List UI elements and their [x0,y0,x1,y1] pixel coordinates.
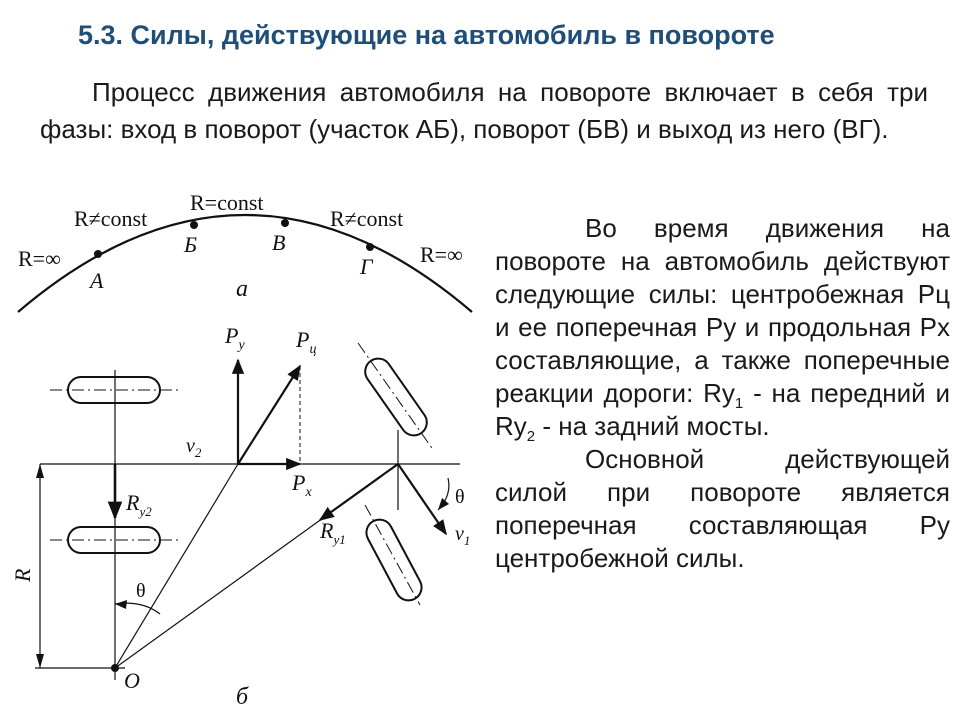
label-radius: R [10,568,35,582]
label-point-a: А [90,268,104,293]
forces-text-3: - на задний мосты. [535,411,770,441]
label-point-b: Б [184,232,197,257]
point-v-dot [281,219,289,227]
label-center-o: O [124,668,140,693]
label-theta-rear: θ [136,580,146,602]
point-g-dot [366,243,374,251]
label-point-v: В [272,230,286,255]
label-r-not-const-left: R≠const [74,206,148,231]
turn-center-point [111,664,119,672]
label-ry2: $R_{y2}$ [126,490,152,519]
forces-text: Во время движения на повороте на автомобиль действуют следующие силы: центробежная Рц и ее поперечная Ру и продольная Рх составляющие, а также поперечные реакции дороги: Ry [495,213,950,408]
point-a-dot [94,250,102,258]
label-v2: $v_2$ [186,435,202,460]
point-b-dot [190,221,198,229]
radius-arrow-bottom [36,654,44,668]
intro-text: Процесс движения автомобиля на повороте включает в себя три фазы: вход в поворот (участок АБ), поворот (БВ) и выход из него (ВГ). [40,77,928,144]
slide-title: 5.3. Силы, действующие на автомобиль в повороте [78,20,775,50]
ry1-subscript: 1 [734,395,744,413]
label-theta-front: θ [455,486,465,508]
ry2-subscript: 2 [526,428,536,446]
label-r-const: R=const [190,190,264,215]
label-ry1: $R_{y1}$ [320,518,346,547]
front-wheel-top-axis [358,343,434,451]
front-wheel-bottom [362,515,426,605]
label-r-inf-left: R=∞ [18,246,61,271]
label-pc: $P_ц$ [296,327,317,357]
velocity-v1-arrow [398,464,446,534]
force-ry1-arrow [320,464,398,520]
label-r-not-const-right: R≠const [330,206,404,231]
force-pc-arrow [238,366,300,464]
theta-arc-front-arrow [438,498,449,510]
label-px: $P_x$ [292,470,312,500]
forces-text-2: - на передний и Ry [495,378,951,441]
panel-b-label: б [236,684,249,710]
label-point-g: Г [360,254,373,279]
main-force-text: Основной действующей силой при повороте является поперечная составляющая Ру центробежной силы. [495,444,950,573]
label-r-inf-right: R=∞ [420,242,463,267]
radius-arrow-top [36,464,44,478]
label-py: $P_y$ [225,323,245,353]
panel-a-label: а [236,276,248,302]
theta-arc-rear-arrow [115,600,127,609]
label-v1: $v_1$ [455,523,471,548]
